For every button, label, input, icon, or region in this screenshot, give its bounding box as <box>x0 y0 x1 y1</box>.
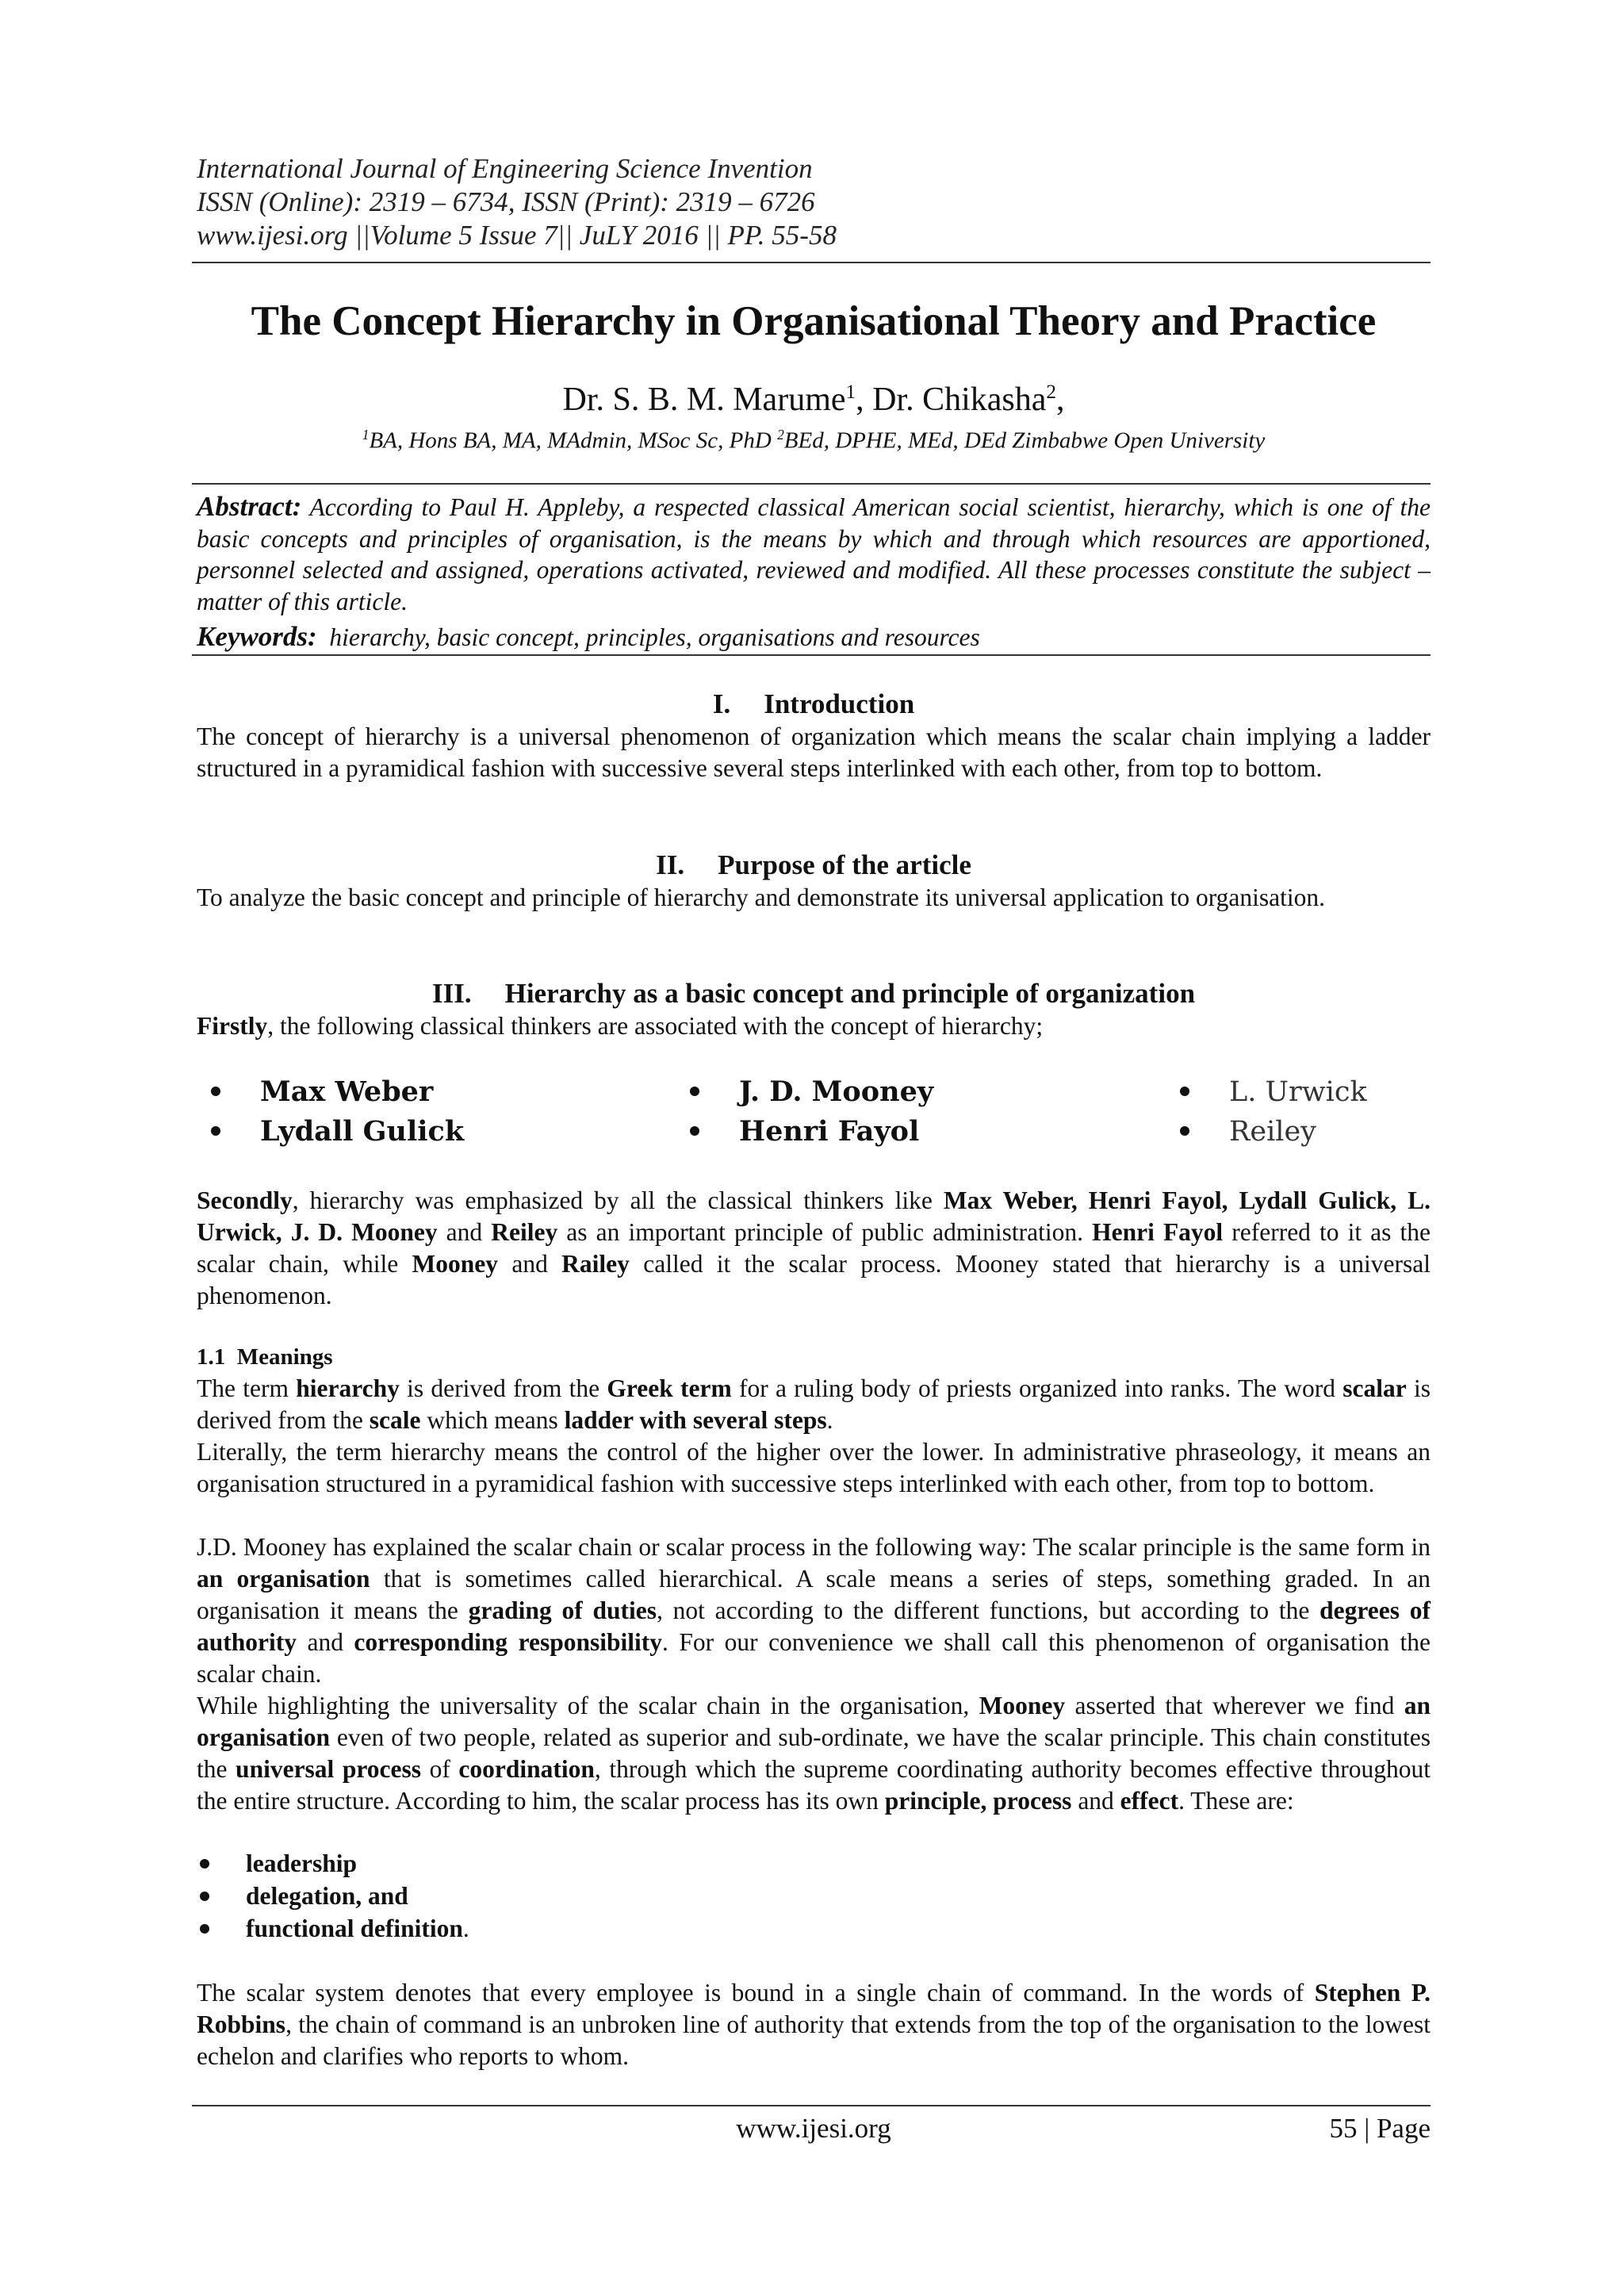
footer-page-number: 55 | Page <box>1329 2113 1431 2144</box>
list-item <box>690 1072 933 1112</box>
section-1-heading <box>197 688 1431 721</box>
section-1-number: I. <box>712 688 731 719</box>
affiliation-line <box>197 420 1431 455</box>
abstract <box>197 491 1431 617</box>
section-1-paragraph: The concept of hierarchy is a universal phenomenon of organization which means the scalar chain implying a ladder structured in a pyramidical fashion with successive several steps interlinked with each other, from top to bottom. <box>197 723 1431 782</box>
text-run: and <box>297 1628 354 1656</box>
bullet-icon <box>1180 1126 1189 1136</box>
bullet-icon <box>200 1859 209 1869</box>
keywords-text: hierarchy, basic concept, principles, organisations and resources <box>316 623 980 651</box>
header-rule <box>192 262 1431 263</box>
bullet-icon <box>690 1087 699 1096</box>
scalar-principle-list <box>197 1847 1431 1945</box>
bold-run: Max Weber, Henri Fayol, Lydall Gulick, L. Urwick, J. D. Mooney <box>197 1186 1431 1246</box>
bold-run: degrees of authority <box>197 1596 1431 1656</box>
bold-run: hierarchy <box>296 1374 400 1402</box>
bullet-icon <box>200 1924 209 1934</box>
list-end-period: . <box>462 1915 469 1942</box>
thinkers-list <box>211 1072 1432 1159</box>
text-run: , hierarchy was emphasized by all the classical thinkers like <box>292 1186 944 1214</box>
bold-run: an organisation <box>197 1692 1431 1751</box>
abstract-label: Abstract: <box>197 491 302 522</box>
list-item <box>1180 1112 1367 1152</box>
bold-run: Reiley <box>491 1218 558 1246</box>
text-run: for a ruling body of priests organized into ranks. The word <box>731 1374 1343 1402</box>
text-run: . <box>826 1406 833 1434</box>
abstract-bottom-rule <box>192 654 1431 656</box>
section-3-title: Hierarchy as a basic concept and principle of organization <box>504 978 1196 1009</box>
text-run: and <box>437 1218 492 1246</box>
abstract-top-rule <box>192 483 1431 485</box>
text-run: , the chain of command is an unbroken line of authority that extends from the top of the organisation to the lowest echelon and clarifies who reports to whom. <box>197 2010 1431 2070</box>
thinkers-column-1 <box>211 1072 464 1152</box>
bullet-icon <box>690 1126 699 1136</box>
list-item-text: delegation, and <box>246 1882 408 1910</box>
text-run: is derived from the <box>399 1374 607 1402</box>
thinkers-column-3 <box>1180 1072 1367 1152</box>
bold-run: Mooney <box>979 1692 1066 1719</box>
subsection-meanings-heading: 1.1 Meanings <box>197 1344 333 1370</box>
bold-run: scale <box>369 1406 421 1434</box>
footer-url: www.ijesi.org <box>736 2113 891 2144</box>
firstly-text: , the following classical thinkers are associated with the concept of hierarchy; <box>267 1012 1044 1040</box>
text-run: The term <box>197 1374 297 1402</box>
text-run: referred to it as the scalar chain, while <box>197 1218 1431 1278</box>
list-item <box>1180 1072 1367 1112</box>
text-run: called it the scalar process. Mooney stated that hierarchy is a universal phenomenon. <box>197 1250 1431 1309</box>
affil-sup-2: 2 <box>777 427 784 443</box>
author-2-sup: 2 <box>1046 381 1056 403</box>
bold-run: corresponding responsibility <box>354 1628 663 1656</box>
bullet-icon <box>200 1892 209 1901</box>
list-item <box>197 1880 1431 1912</box>
text-run: which means <box>420 1406 565 1434</box>
text-run: of <box>421 1755 459 1783</box>
bold-run: Stephen P. Robbins <box>197 1979 1431 2038</box>
journal-volume: www.ijesi.org ||Volume 5 Issue 7|| JuLY 2016 || PP. 55-58 <box>197 220 837 251</box>
affil-text-1: BA, Hons BA, MA, MAdmin, MSoc Sc, PhD <box>369 427 778 454</box>
list-item-text: functional definition <box>246 1915 463 1942</box>
abstract-text: According to Paul H. Appleby, a respected classical American social scientist, hierarchy, which is one of the basic concepts and principles of organisation, is the means by which and through which resources are apportioned, personnel selected and assigned, operations activated, reviewed and modified. All these processes constitute the subject – matter of this article. <box>197 493 1431 615</box>
bold-run: ladder with several steps <box>564 1406 827 1434</box>
author-2: , Dr. Chikasha <box>856 381 1047 418</box>
list-item <box>211 1112 464 1152</box>
text-run: While highlighting the universality of the scalar chain in the organisation, <box>197 1692 979 1719</box>
meanings-paragraph-2: Literally, the term hierarchy means the control of the higher over the lower. In administrative phraseology, it means an organisation structured in a pyramidical fashion with successive steps interlinked with each other, from top to bottom. <box>197 1438 1431 1497</box>
firstly-paragraph <box>197 1010 1431 1042</box>
bold-run: coordination <box>458 1755 595 1783</box>
section-2-title: Purpose of the article <box>718 849 971 880</box>
thinker-name: Max Weber <box>260 1075 434 1108</box>
text-run: . These are: <box>1178 1787 1294 1815</box>
section-3-number: III. <box>431 978 472 1009</box>
footer-rule <box>192 2105 1431 2106</box>
bold-run: an organisation <box>197 1565 370 1593</box>
text-run: asserted that wherever we find <box>1065 1692 1404 1719</box>
bold-run: Mooney <box>412 1250 499 1278</box>
text-run: that is sometimes called hierarchical. A scale means a series of steps, something graded. In an organisation it means the <box>197 1565 1431 1624</box>
text-run: , through which the supreme coordinating authority becomes effective throughout the entire structure. According to him, the scalar process has its own <box>197 1755 1431 1815</box>
meanings-paragraph-1 <box>197 1373 1431 1436</box>
journal-header <box>197 152 837 252</box>
author-line-end: , <box>1056 381 1065 418</box>
firstly-bold: Firstly <box>197 1012 268 1040</box>
meanings-paragraph-5 <box>197 1977 1431 2072</box>
section-2-paragraph: To analyze the basic concept and principle of hierarchy and demonstrate its universal application to organisation. <box>197 884 1325 911</box>
bold-run: scalar <box>1342 1374 1407 1402</box>
text-run: is derived from the <box>197 1374 1431 1434</box>
journal-name: International Journal of Engineering Science Invention <box>197 153 813 184</box>
thinker-name: Lydall Gulick <box>260 1115 465 1148</box>
list-item <box>197 1912 1431 1945</box>
bullet-icon <box>1180 1087 1189 1096</box>
section-3-heading <box>197 977 1431 1010</box>
affil-sup-1: 1 <box>362 427 370 443</box>
meanings-paragraph-4 <box>197 1690 1431 1817</box>
thinker-name: Reiley <box>1229 1116 1316 1148</box>
bold-run: Greek term <box>607 1374 732 1402</box>
bold-run: Railey <box>561 1250 630 1278</box>
secondly-paragraph <box>197 1185 1431 1312</box>
text-run: even of two people, related as superior and sub-ordinate, we have the scalar principle. This chain constitutes the <box>197 1723 1431 1783</box>
list-item <box>197 1847 1431 1880</box>
journal-issn: ISSN (Online): 2319 – 6734, ISSN (Print): 2319 – 6726 <box>197 186 815 217</box>
section-1-title: Introduction <box>764 688 915 719</box>
bold-run: universal process <box>236 1755 422 1783</box>
list-item-text: leadership <box>246 1849 358 1877</box>
author-1: Dr. S. B. M. Marume <box>562 381 846 418</box>
list-item <box>690 1112 933 1152</box>
bold-run: Secondly <box>197 1186 293 1214</box>
author-1-sup: 1 <box>845 381 856 403</box>
keywords-label: Keywords: <box>197 621 317 652</box>
text-run: . For our convenience we shall call this phenomenon of organisation the scalar chain. <box>197 1628 1431 1688</box>
text-run: and <box>498 1250 562 1278</box>
text-run: J.D. Mooney has explained the scalar chain or scalar process in the following way: The scalar principle is the same form in <box>197 1533 1431 1561</box>
author-line <box>197 373 1431 420</box>
thinker-name: Henri Fayol <box>739 1115 920 1148</box>
text-run: as an important principle of public administration. <box>557 1218 1093 1246</box>
keywords <box>197 621 980 654</box>
bold-run: principle, process <box>884 1787 1072 1815</box>
text-run: , not according to the different functions, but according to the <box>656 1596 1320 1624</box>
meanings-paragraph-3 <box>197 1531 1431 1690</box>
section-2-number: II. <box>656 849 685 880</box>
paper-title: The Concept Hierarchy in Organisational Theory and Practice <box>251 298 1377 344</box>
section-2-heading <box>197 849 1431 882</box>
thinkers-column-2 <box>690 1072 933 1152</box>
text-run: and <box>1071 1787 1120 1815</box>
text-run: The scalar system denotes that every employee is bound in a single chain of command. In the words of <box>197 1979 1315 2007</box>
affil-text-2: BEd, DPHE, MEd, DEd Zimbabwe Open University <box>783 427 1266 454</box>
bullet-icon <box>211 1126 220 1136</box>
bold-run: effect <box>1120 1787 1179 1815</box>
bullet-icon <box>211 1087 220 1096</box>
thinker-name: J. D. Mooney <box>739 1075 934 1108</box>
thinker-name: L. Urwick <box>1229 1076 1367 1108</box>
bold-run: Henri Fayol <box>1092 1218 1224 1246</box>
list-item <box>211 1072 464 1112</box>
bold-run: grading of duties <box>468 1596 657 1624</box>
